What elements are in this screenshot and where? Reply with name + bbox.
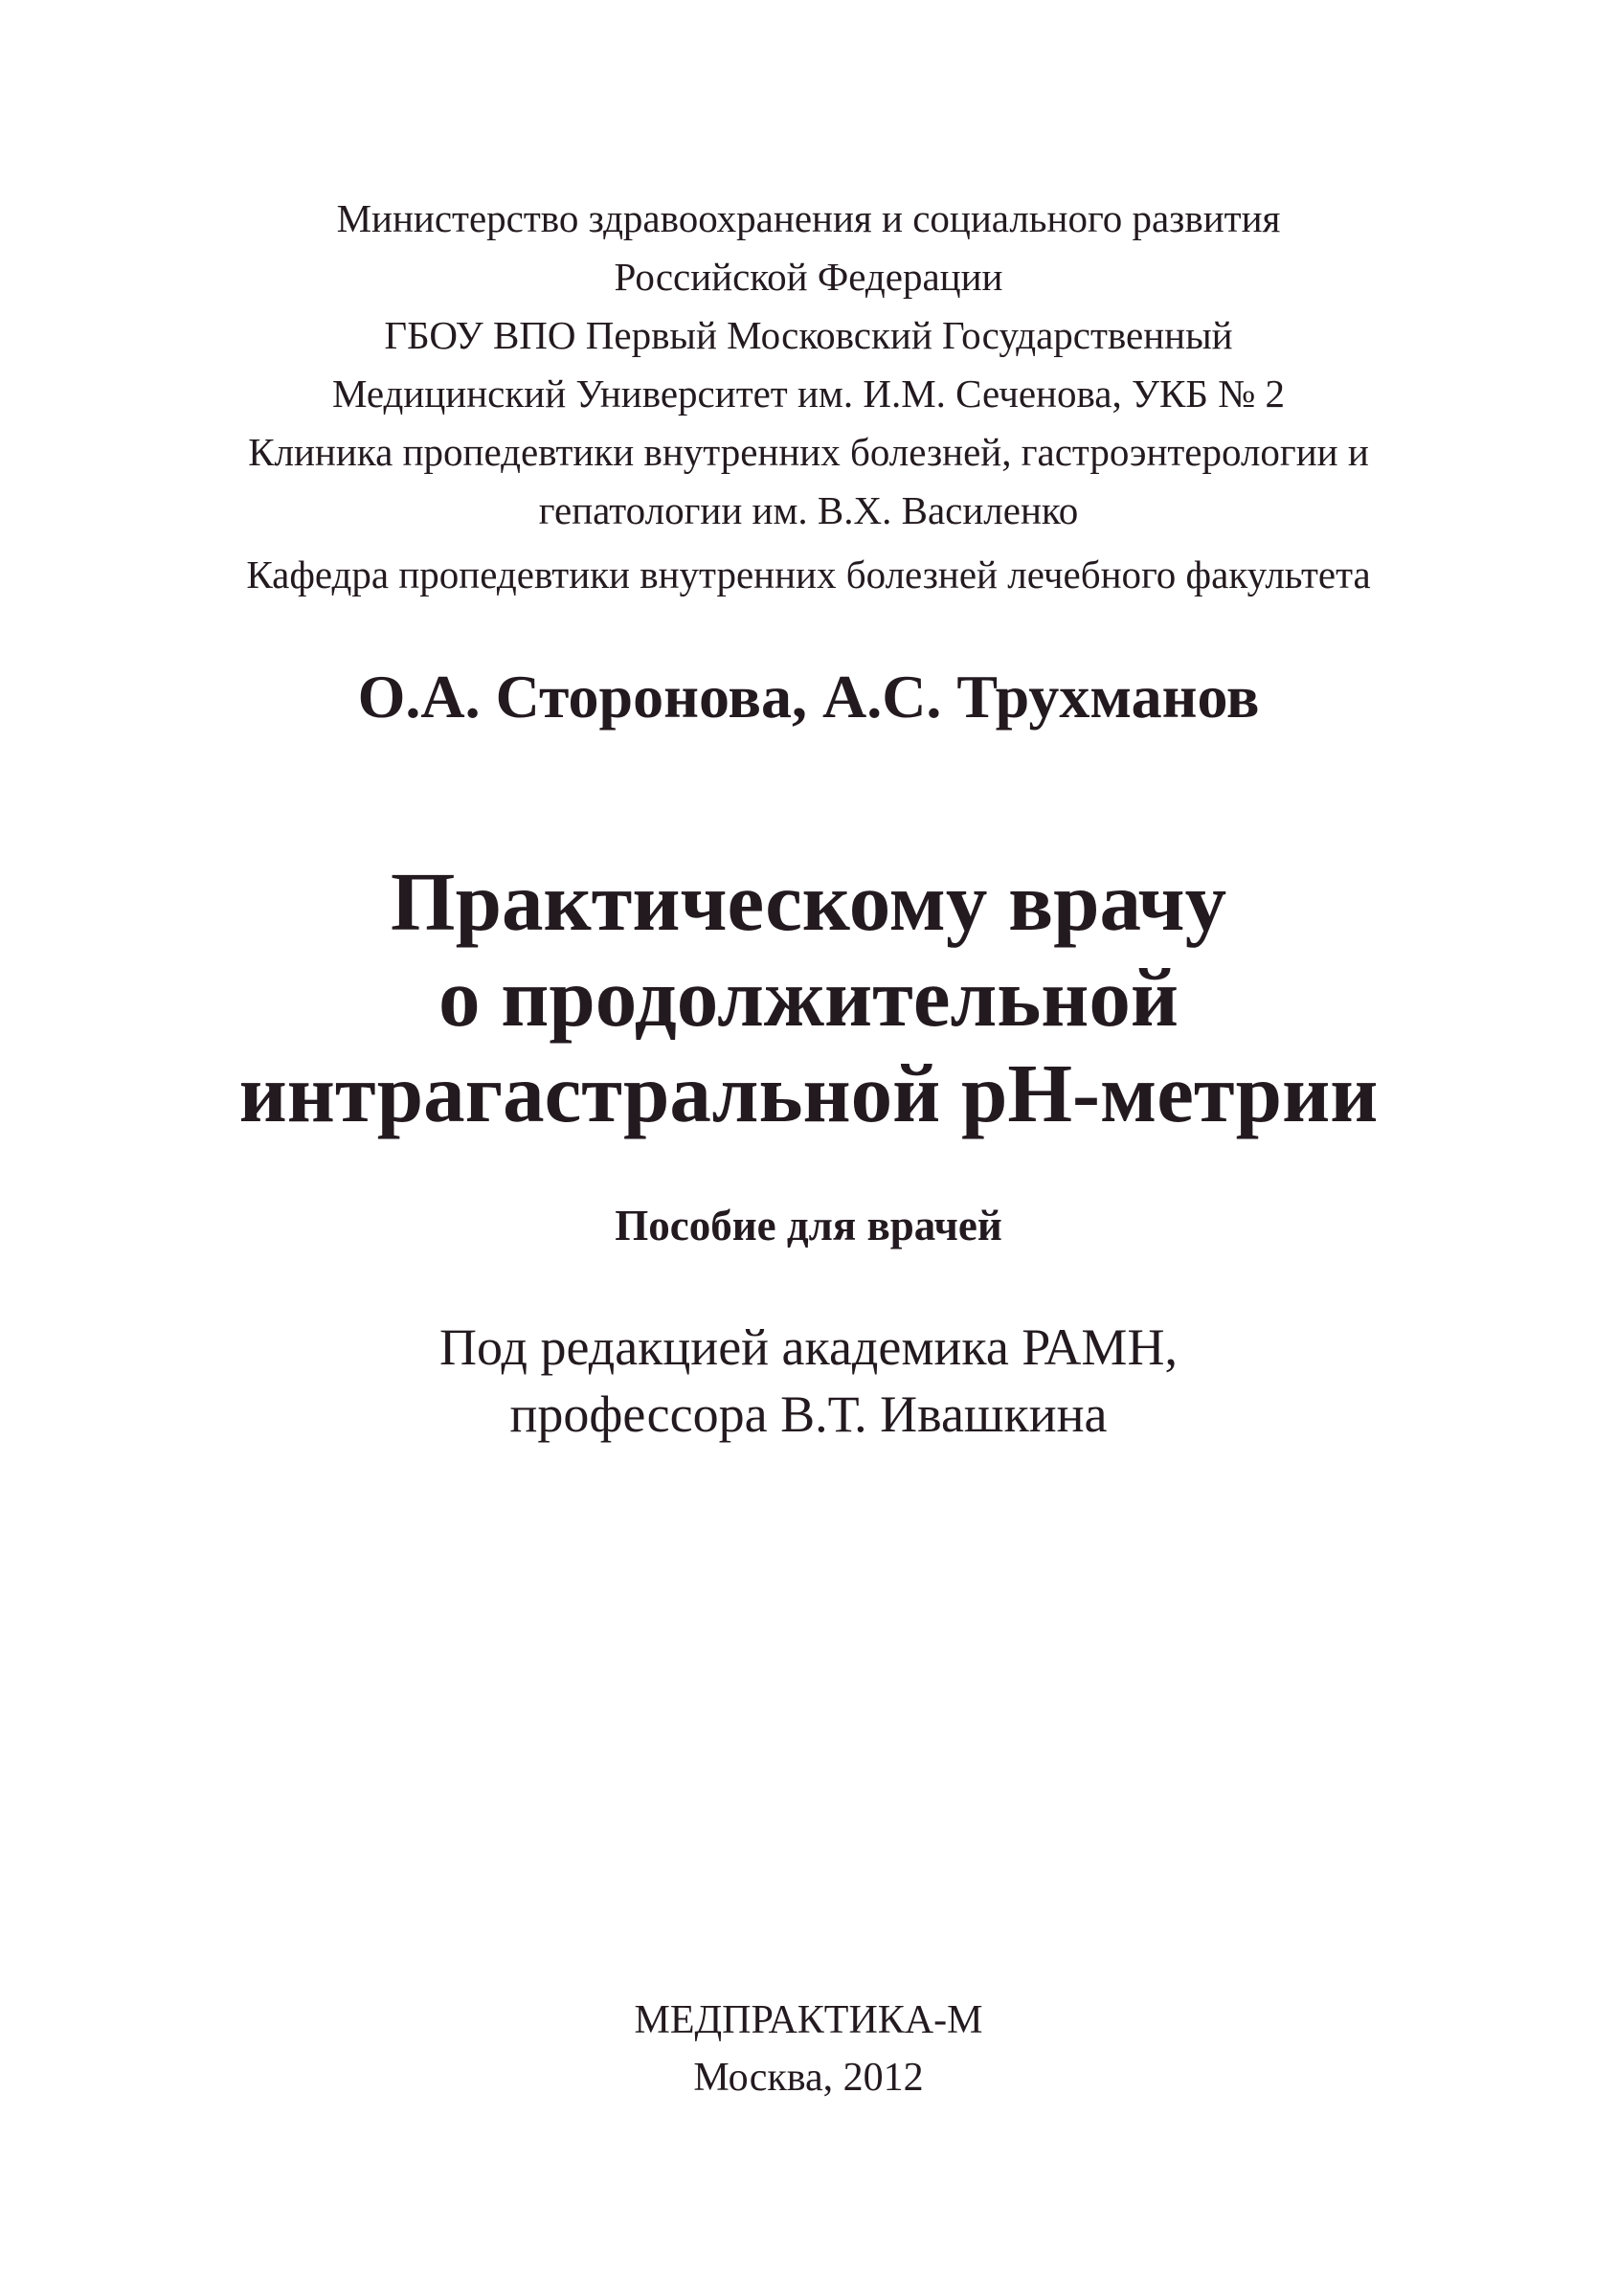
book-title-line: о продолжительной [438,951,1179,1044]
publisher-name: МЕДПРАКТИКА-М [634,1998,983,2042]
affiliation-line-department: Кафедра пропедевтики внутренних болезней лечебного факультета [246,552,1371,597]
affiliation-block [0,190,1617,604]
affiliation-line-clinic: Клиника пропедевтики внутренних болезней, гастроэнтерологии и [248,430,1369,474]
affiliation-line-federation: Российской Федерации [614,255,1003,299]
book-title [0,854,1617,1141]
editor-line: профессора В.Т. Ивашкина [509,1385,1108,1443]
affiliation-line-ministry: Министерство здравоохранения и социального развития [336,196,1281,240]
editor-block [0,1314,1617,1448]
affiliation-line-university-name: Медицинский Университет им. И.М. Сеченова, УКБ № 2 [331,371,1286,416]
publisher-city-year: Москва, 2012 [693,2056,924,2100]
book-title-line: интрагастральной рН-метрии [238,1047,1379,1139]
book-title-line: Практическому врачу [390,855,1227,948]
publisher-block [0,1992,1617,2106]
affiliation-line-clinic-name: гепатологии им. В.Х. Василенко [538,488,1079,532]
affiliation-line-university: ГБОУ ВПО Первый Московский Государственный [384,313,1233,357]
book-subtitle: Пособие для врачей [615,1202,1002,1249]
editor-line: Под редакцией академика РАМН, [439,1318,1178,1376]
authors: О.А. Сторонова, А.С. Трухманов [357,663,1260,731]
